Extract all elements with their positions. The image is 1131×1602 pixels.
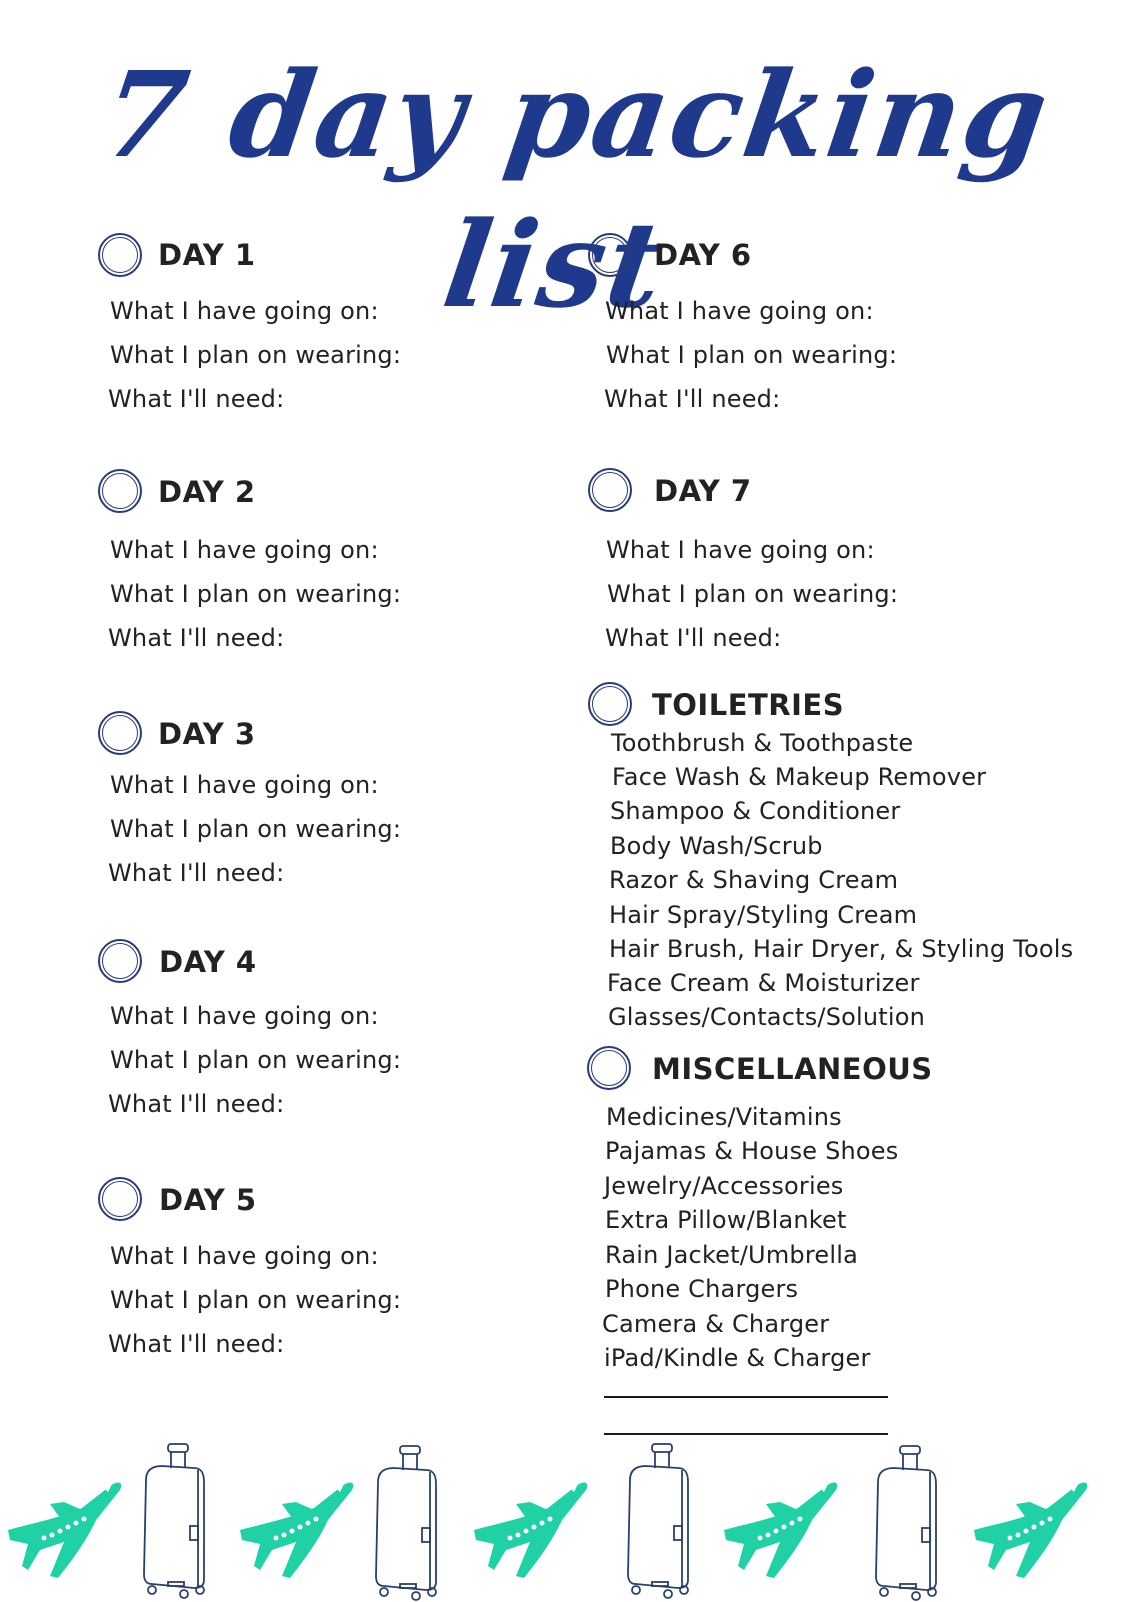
suitcase-icon [370,1442,442,1602]
day-2-wearing: What I plan on wearing: [110,580,402,608]
airplane-icon [0,1458,130,1593]
footer-decoration [0,1430,1131,1600]
toiletries-item: Body Wash/Scrub [610,832,823,860]
day-6-wearing: What I plan on wearing: [606,341,898,369]
day-5-going-on: What I have going on: [110,1242,379,1270]
miscellaneous-item: iPad/Kindle & Charger [604,1344,871,1372]
toiletries-heading: TOILETRIES [652,688,845,722]
day-7-checkbox[interactable] [588,468,632,512]
day-5-wearing: What I plan on wearing: [110,1286,402,1314]
miscellaneous-item: Camera & Charger [602,1310,830,1338]
day-6-need: What I'll need: [604,385,781,413]
day-7-heading: DAY 7 [654,474,752,508]
toiletries-item: Face Wash & Makeup Remover [612,763,987,791]
day-5-checkbox[interactable] [98,1177,142,1221]
suitcase-icon [870,1442,942,1602]
day-1-going-on: What I have going on: [110,297,379,325]
day-2-need: What I'll need: [108,624,285,652]
day-2-going-on: What I have going on: [110,536,379,564]
day-4-need: What I'll need: [108,1090,285,1118]
airplane-icon [716,1458,846,1593]
day-5-heading: DAY 5 [159,1183,257,1217]
airplane-icon [232,1458,362,1593]
day-3-need: What I'll need: [108,859,285,887]
day-3-checkbox[interactable] [98,711,142,755]
airplane-icon [466,1458,596,1593]
day-3-heading: DAY 3 [158,717,256,751]
miscellaneous-heading: MISCELLANEOUS [652,1052,933,1086]
toiletries-item: Toothbrush & Toothpaste [611,729,914,757]
miscellaneous-item: Rain Jacket/Umbrella [605,1241,858,1269]
day-1-wearing: What I plan on wearing: [110,341,402,369]
day-5-need: What I'll need: [108,1330,285,1358]
day-6-going-on: What I have going on: [605,297,874,325]
toiletries-item: Hair Brush, Hair Dryer, & Styling Tools [609,935,1074,963]
toiletries-item: Shampoo & Conditioner [610,797,901,825]
day-7-need: What I'll need: [605,624,782,652]
day-1-heading: DAY 1 [158,238,256,272]
suitcase-icon [622,1440,694,1600]
day-4-wearing: What I plan on wearing: [110,1046,402,1074]
day-2-checkbox[interactable] [98,469,142,513]
day-7-going-on: What I have going on: [606,536,875,564]
toiletries-item: Glasses/Contacts/Solution [608,1003,926,1031]
airplane-icon [966,1458,1096,1593]
toiletries-item: Razor & Shaving Cream [609,866,899,894]
day-6-heading: DAY 6 [654,238,752,272]
miscellaneous-item: Pajamas & House Shoes [605,1137,899,1165]
day-1-need: What I'll need: [108,385,285,413]
suitcase-icon [138,1440,210,1600]
day-3-going-on: What I have going on: [110,771,379,799]
day-4-checkbox[interactable] [98,939,142,983]
miscellaneous-checkbox[interactable] [587,1046,631,1090]
day-3-wearing: What I plan on wearing: [110,815,402,843]
day-7-wearing: What I plan on wearing: [607,580,899,608]
page-title: 7 day packing list [94,45,1058,334]
miscellaneous-item: Medicines/Vitamins [606,1103,842,1131]
day-2-heading: DAY 2 [158,475,256,509]
miscellaneous-item: Jewelry/Accessories [604,1172,844,1200]
blank-write-in-line[interactable] [604,1396,888,1398]
day-1-checkbox[interactable] [98,233,142,277]
toiletries-item: Face Cream & Moisturizer [607,969,920,997]
toiletries-item: Hair Spray/Styling Cream [609,901,918,929]
miscellaneous-item: Phone Chargers [605,1275,799,1303]
miscellaneous-item: Extra Pillow/Blanket [605,1206,847,1234]
toiletries-checkbox[interactable] [588,682,632,726]
day-6-checkbox[interactable] [588,233,632,277]
day-4-heading: DAY 4 [159,945,257,979]
day-4-going-on: What I have going on: [110,1002,379,1030]
